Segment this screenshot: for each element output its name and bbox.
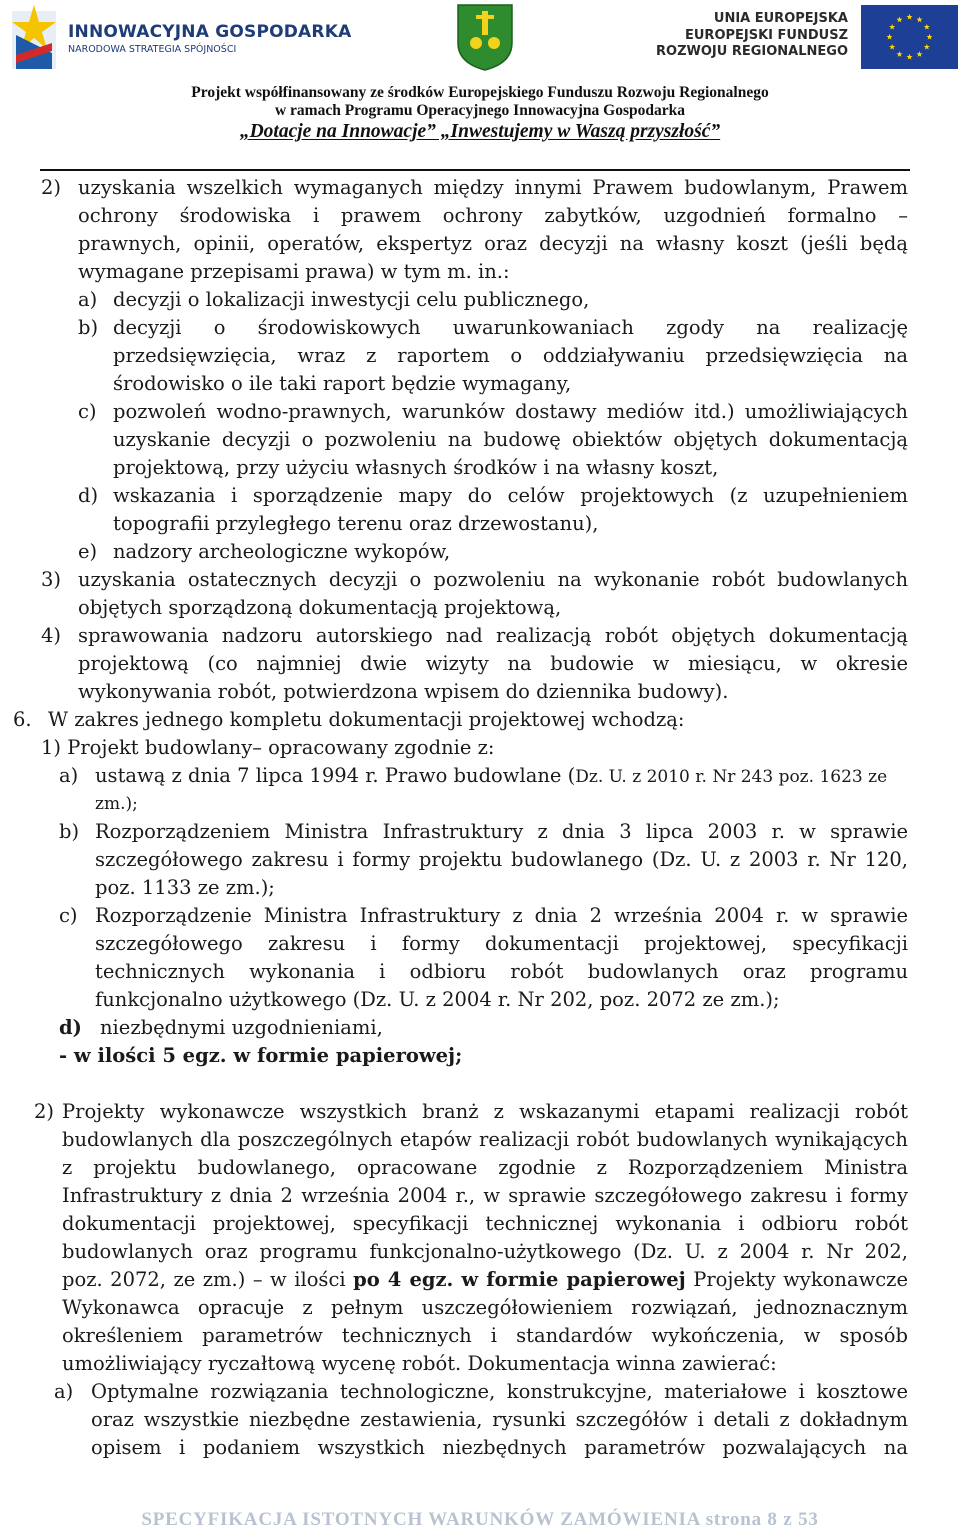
text-line: pozwoleń wodno-prawnych, warunków dostawy mediów itd.) umożliwiających	[113, 400, 908, 423]
text-line: Optymalne rozwiązania technologiczne, konstrukcyjne, materiałowe i kosztowe	[91, 1380, 908, 1403]
page-header	[0, 0, 960, 80]
ig-title: INNOWACYJNA GOSPODARKA	[68, 22, 352, 42]
text-line: prawnych, opinii, operatów, ekspertyz oraz decyzji na własny koszt (jeśli będą	[78, 232, 908, 255]
eu-fund-text	[656, 11, 848, 61]
text-line: wskazania i sporządzenie mapy do celów projektowych (z uzupełnieniem	[113, 484, 908, 507]
text-line: środowisko o ile taki raport będzie wymagany,	[113, 372, 572, 395]
text-line: Projekty wykonawcze wszystkich branż z wskazanymi etapami realizacji robót	[62, 1100, 908, 1123]
text-line: budowlanych dla poszczególnych etapów realizacji robót budowlanych wynikających	[62, 1128, 908, 1151]
header-divider	[40, 169, 910, 171]
text-fragment: poz. 2072, ze zm.) – w ilości	[62, 1268, 354, 1291]
text-line: sprawowania nadzoru autorskiego nad realizacją robót objętych dokumentacją	[78, 624, 908, 647]
subsection-heading: 1) Projekt budowlany– opracowany zgodnie z:	[41, 736, 495, 759]
text-line: ochrony środowiska i prawem ochrony zabytków, uzgodnień formalno –	[78, 204, 908, 227]
text-line: Wykonawca opracuje z pełnym uszczegółowieniem rozwiązań, jednoznacznym	[62, 1296, 908, 1319]
text-line: opisem i podaniem wszystkich niezbędnych parametrów pozwalających na	[91, 1436, 908, 1459]
text-line: przedsięwzięcia, wraz z raportem o oddziaływaniu przedsięwzięcia na	[113, 344, 908, 367]
eu-line-1: UNIA EUROPEJSKA	[713, 11, 848, 26]
text-line: szczegółowego zakresu i formy projektu budowlanego (Dz. U. z 2003 r. Nr 120,	[95, 848, 908, 871]
list-number: 4)	[41, 624, 62, 647]
section-heading: W zakres jednego kompletu dokumentacji projektowej wchodzą:	[48, 708, 685, 731]
text-line	[95, 762, 908, 791]
project-slogan: „Dotacje na Innowacje” „Inwestujemy w Waszą przyszłość”	[239, 121, 721, 142]
ig-subtitle: NARODOWA STRATEGIA SPÓJNOŚCI	[68, 44, 237, 55]
list-letter: e)	[78, 540, 98, 563]
text-line: określeniem parametrów technicznych i standardów wykończenia, w sposób	[62, 1324, 908, 1347]
text-line: projektową, przy użyciu własnych środków i na własny koszt,	[113, 456, 719, 479]
text-line: objętych sporządzoną dokumentacją projektową,	[78, 596, 562, 619]
bold-fragment: po 4 egz. w formie papierowej	[353, 1268, 686, 1291]
text-fragment: Projekty wykonawcze	[685, 1268, 908, 1291]
list-number: 2)	[41, 176, 62, 199]
list-letter: d)	[78, 484, 99, 507]
list-letter: c)	[78, 400, 97, 423]
project-line-1: Projekt współfinansowany ze środków Europejskiego Funduszu Rozwoju Regionalnego	[191, 84, 769, 101]
list-letter: a)	[59, 764, 79, 787]
text-line: nadzory archeologiczne wykopów,	[113, 540, 451, 563]
text-line: oraz wszystkie niezbędne zestawienia, rysunki szczegółów i detali z dokładnym	[91, 1408, 908, 1431]
text-line: funkcjonalno użytkowego (Dz. U. z 2004 r. Nr 202, poz. 2072 ze zm.);	[95, 988, 780, 1011]
text-line: wykonywania robót, potwierdzona wpisem do dziennika budowy).	[78, 680, 729, 703]
text-fragment: Dz. U. z 2010 r. Nr 243 poz. 1623 ze	[575, 767, 888, 787]
quantity-note: - w ilości 5 egz. w formie papierowej;	[59, 1044, 463, 1067]
text-line: uzyskanie decyzji o pozwoleniu na budowę obiektów objętych dokumentacją	[113, 428, 908, 451]
text-line: Infrastruktury z dnia 2 września 2004 r., w sprawie szczegółowego zakresu i formy	[62, 1184, 908, 1207]
text-line: z projektu budowlanego, opracowane zgodnie z Rozporządzeniem Ministra	[62, 1156, 908, 1179]
text-line: niezbędnymi uzgodnieniami,	[100, 1016, 383, 1039]
innowacyjna-gospodarka-logo-icon	[12, 5, 56, 69]
text-line: dokumentacji projektowej, specyfikacji technicznej wykonania i odbioru robót	[62, 1212, 908, 1235]
text-line: uzyskania wszelkich wymaganych między innymi Prawem budowlanym, Prawem	[78, 176, 908, 199]
eu-line-2: EUROPEJSKI FUNDUSZ	[685, 27, 848, 43]
text-line: zm.);	[95, 794, 138, 814]
text-line: topografii przyległego terenu oraz drzewostanu),	[113, 512, 599, 535]
list-letter: d)	[59, 1016, 82, 1039]
project-line-2: w ramach Programu Operacyjnego Innowacyjna Gospodarka	[274, 102, 686, 119]
text-line: Rozporządzenie Ministra Infrastruktury z dnia 2 września 2004 r. w sprawie	[95, 904, 908, 927]
regional-crest-icon	[456, 3, 514, 71]
text-line: wymagane przepisami prawa) w tym m. in.:	[78, 260, 510, 283]
text-line: budowlanych oraz programu funkcjonalno-użytkowego (Dz. U. z 2004 r. Nr 202,	[62, 1240, 908, 1263]
eu-line-3: ROZWOJU REGIONALNEGO	[656, 44, 848, 59]
ig-logo-text	[68, 22, 351, 55]
text-line: uzyskania ostatecznych decyzji o pozwoleniu na wykonanie robót budowlanych	[78, 568, 908, 591]
eu-flag-icon	[861, 5, 958, 69]
text-line: umożliwiający ryczałtową wycenę robót. Dokumentacja winna zawierać:	[62, 1352, 777, 1375]
text-line: technicznych wykonania i odbioru robót budowlanych oraz programu	[95, 960, 908, 983]
page-footer: SPECYFIKACJA ISTOTNYCH WARUNKÓW ZAMÓWIENIA strona 8 z 53	[141, 1509, 819, 1530]
text-line: decyzji o środowiskowych uwarunkowaniach zgody na realizację	[113, 316, 908, 339]
text-line	[62, 1266, 908, 1294]
text-fragment: ustawą z dnia 7 lipca 1994 r. Prawo budowlane (	[95, 764, 576, 787]
list-number: 2)	[34, 1100, 55, 1123]
text-line: poz. 1133 ze zm.);	[95, 876, 275, 899]
list-letter: a)	[78, 288, 98, 311]
text-line: projektową (co najmniej dwie wizyty na budowie w miesiącu, w okresie	[78, 652, 908, 675]
list-letter: c)	[59, 904, 78, 927]
list-letter: b)	[78, 316, 99, 339]
list-letter: b)	[59, 820, 80, 843]
list-number: 3)	[41, 568, 62, 591]
text-line: decyzji o lokalizacji inwestycji celu publicznego,	[113, 288, 590, 311]
section-number: 6.	[13, 708, 32, 731]
list-letter: a)	[54, 1380, 74, 1403]
text-line: Rozporządzeniem Ministra Infrastruktury z dnia 3 lipca 2003 r. w sprawie	[95, 820, 908, 843]
text-line: szczegółowego zakresu i formy dokumentacji projektowej, specyfikacji	[95, 932, 908, 955]
